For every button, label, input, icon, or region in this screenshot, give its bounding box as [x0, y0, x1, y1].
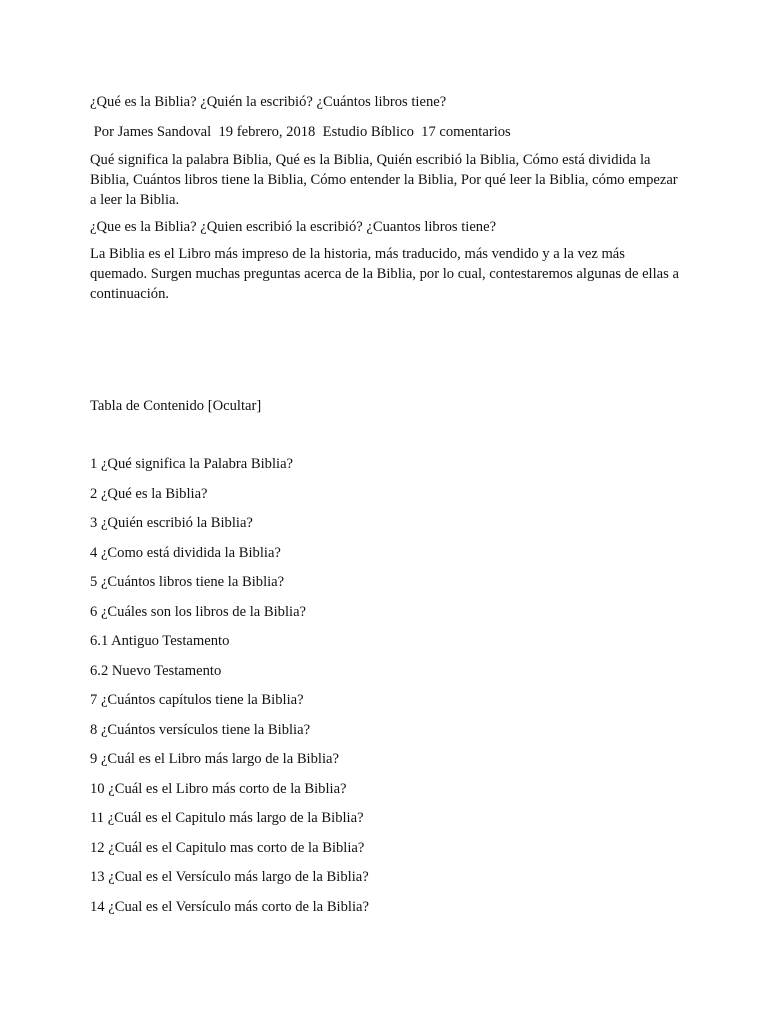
- toc-item-4: 4 ¿Como está dividida la Biblia?: [90, 544, 281, 561]
- toc-item-10: 10 ¿Cuál es el Libro más corto de la Biblia?: [90, 780, 347, 797]
- toc-item-3: 3 ¿Quién escribió la Biblia?: [90, 515, 253, 531]
- byline: Por James Sandoval 19 febrero, 2018 Estudio Bíblico 17 comentarios: [90, 124, 511, 140]
- document-title: ¿Qué es la Biblia? ¿Quién la escribió? ¿Cuántos libros tiene?: [90, 94, 447, 110]
- toc-item-5: 5 ¿Cuántos libros tiene la Biblia?: [90, 574, 285, 590]
- toc-item-6: 6 ¿Cuáles son los libros de la Biblia?: [90, 603, 307, 620]
- toc-item-12: 12 ¿Cuál es el Capitulo mas corto de la Biblia?: [90, 839, 365, 856]
- toc-title: Tabla de Contenido [Ocultar]: [90, 398, 262, 414]
- toc-item-9: 9 ¿Cuál es el Libro más largo de la Biblia?: [90, 751, 339, 767]
- toc-list: [90, 454, 680, 926]
- intro-paragraph: La Biblia es el Libro más impreso de la historia, más traducido, más vendido y a la vez más quemado. Surgen muchas preguntas acerca de la Biblia, por lo cual, contestaremos algunas de ellas a continuación.: [90, 246, 683, 302]
- toc-item-7: 7 ¿Cuántos capítulos tiene la Biblia?: [90, 692, 304, 708]
- toc-item-6-2: 6.2 Nuevo Testamento: [90, 662, 222, 679]
- toc-item-8: 8 ¿Cuántos versículos tiene la Biblia?: [90, 721, 311, 738]
- toc-item-2: 2 ¿Qué es la Biblia?: [90, 485, 208, 502]
- toc-item-6-1: 6.1 Antiguo Testamento: [90, 633, 230, 649]
- toc-item-1: 1 ¿Qué significa la Palabra Biblia?: [90, 456, 294, 472]
- toc-item-13: 13 ¿Cual es el Versículo más largo de la Biblia?: [90, 869, 369, 885]
- toc-item-14: 14 ¿Cual es el Versículo más corto de la Biblia?: [90, 898, 369, 915]
- document-page: [90, 92, 683, 926]
- toc-item-11: 11 ¿Cuál es el Capitulo más largo de la Biblia?: [90, 810, 364, 826]
- subtitle-line: ¿Que es la Biblia? ¿Quien escribió la escribió? ¿Cuantos libros tiene?: [90, 219, 497, 235]
- summary-paragraph: Qué significa la palabra Biblia, Qué es la Biblia, Quién escribió la Biblia, Cómo está dividida la Biblia, Cuántos libros tiene la Biblia, Cómo entender la Biblia, Por qué leer la Biblia, cómo empezar a leer la Biblia.: [90, 152, 682, 208]
